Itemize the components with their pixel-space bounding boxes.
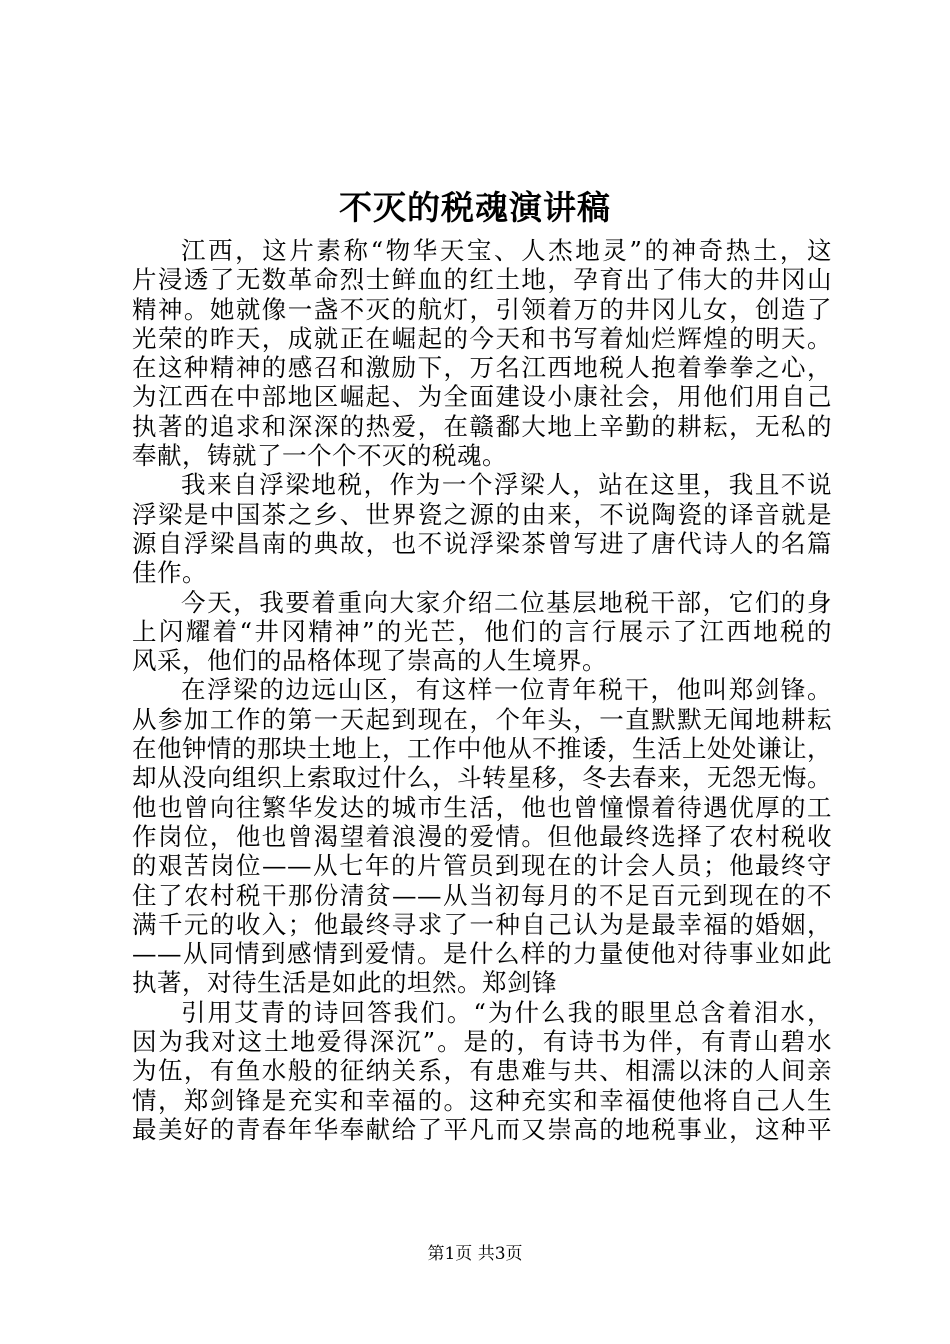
- text-line: 作岗位，他也曾渴望着浪漫的爱情。但他最终选择了农村税收: [132, 821, 832, 851]
- text-line: 上闪耀着“井冈精神”的光芒，他们的言行展示了江西地税的: [132, 616, 832, 646]
- text-line: 执著的追求和深深的热爱，在赣鄱大地上辛勤的耕耘，无私的: [132, 411, 832, 441]
- text-line: 从参加工作的第一天起到现在，个年头，一直默默无闻地耕耘: [132, 704, 832, 734]
- text-line: 满千元的收入；他最终寻求了一种自己认为是最幸福的婚姻，: [132, 909, 832, 939]
- page-footer: 第1页 共3页: [427, 1244, 523, 1264]
- text-line: 风采，他们的品格体现了崇高的人生境界。: [132, 646, 607, 676]
- text-line: 为江西在中部地区崛起、为全面建设小康社会，用他们用自己: [132, 382, 832, 412]
- text-line: 的艰苦岗位——从七年的片管员到现在的计会人员；他最终守: [132, 851, 832, 881]
- text-line: 光荣的昨天，成就正在崛起的今天和书写着灿烂辉煌的明天。: [132, 323, 832, 353]
- text-line: 江西，这片素称“物华天宝、人杰地灵”的神奇热土，这: [181, 236, 832, 265]
- text-line: 今天，我要着重向大家介绍二位基层地税干部，它们的身: [181, 587, 832, 617]
- text-line: 佳作。: [132, 558, 207, 588]
- text-line: 在他钟情的那块土地上，工作中他从不推诿，生活上处处谦让，: [132, 734, 832, 764]
- text-line: 执著，对待生活是如此的坦然。郑剑锋: [132, 968, 557, 998]
- text-line: 引用艾青的诗回答我们。“为什么我的眼里总含着泪水，: [181, 997, 832, 1027]
- text-line: 我来自浮梁地税，作为一个浮梁人，站在这里，我且不说: [181, 470, 832, 500]
- text-line: 奉献，铸就了一个个不灭的税魂。: [132, 441, 507, 471]
- text-line: 浮梁是中国茶之乡、世界瓷之源的由来，不说陶瓷的译音就是: [132, 499, 832, 529]
- text-line: ——从同情到感情到爱情。是什么样的力量使他对待事业如此: [132, 939, 832, 969]
- text-line: 片浸透了无数革命烈士鲜血的红土地，孕育出了伟大的井冈山: [132, 265, 832, 295]
- text-line: 在这种精神的感召和激励下，万名江西地税人抱着拳拳之心，: [132, 353, 832, 383]
- text-line: 他也曾向往繁华发达的城市生活，他也曾憧憬着待遇优厚的工: [132, 792, 832, 822]
- text-line: 精神。她就像一盏不灭的航灯，引领着万的井冈儿女，创造了: [132, 294, 832, 324]
- text-line: 在浮梁的边远山区，有这样一位青年税干，他叫郑剑锋。: [181, 675, 832, 705]
- text-line: 源自浮梁昌南的典故，也不说浮梁茶曾写进了唐代诗人的名篇: [132, 528, 832, 558]
- text-line: 最美好的青春年华奉献给了平凡而又崇高的地税事业，这种平: [132, 1114, 832, 1144]
- text-line: 情，郑剑锋是充实和幸福的。这种充实和幸福使他将自己人生: [132, 1085, 832, 1115]
- document-title: 不灭的税魂演讲稿: [339, 188, 611, 227]
- document-body: [132, 236, 832, 1144]
- text-line: 却从没向组织上索取过什么，斗转星移，冬去春来，无怨无悔。: [132, 763, 832, 793]
- text-line: 为伍，有鱼水般的征纳关系，有患难与共、相濡以沫的人间亲: [132, 1056, 832, 1086]
- text-line: 住了农村税干那份清贫——从当初每月的不足百元到现在的不: [132, 880, 832, 910]
- text-line: 因为我对这土地爱得深沉”。是的，有诗书为伴，有青山碧水: [132, 1027, 832, 1057]
